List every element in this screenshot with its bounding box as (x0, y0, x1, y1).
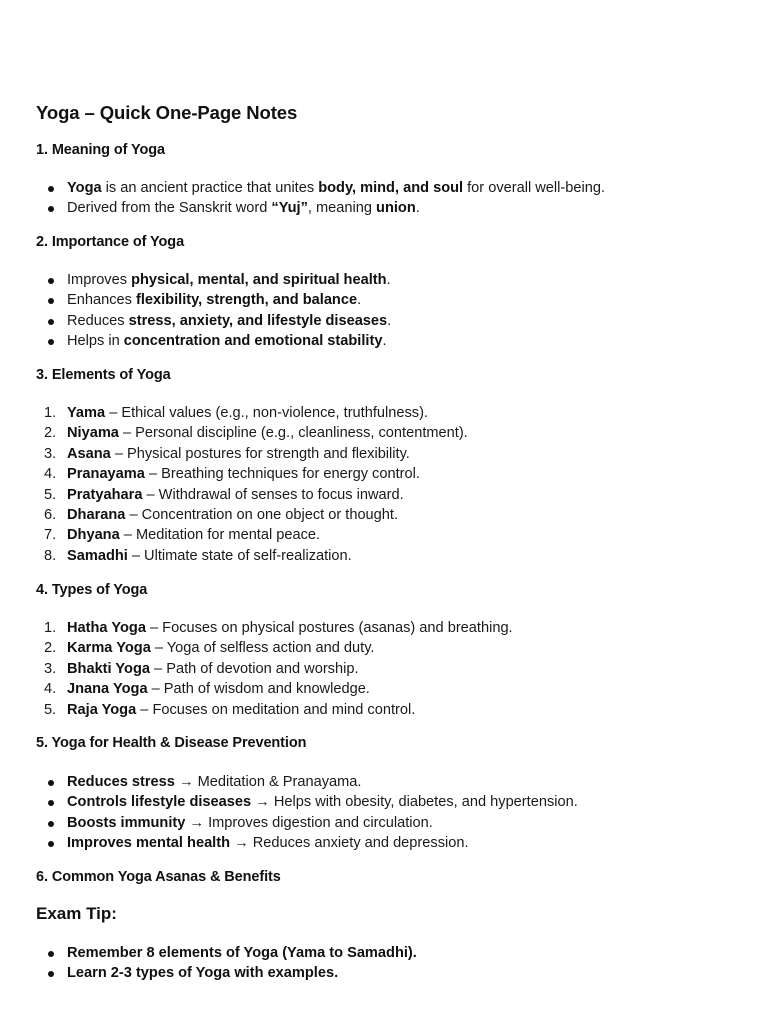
exam-tip-heading: Exam Tip: (36, 904, 117, 923)
section-heading-types: 4. Types of Yoga (36, 582, 148, 598)
importance-list (36, 270, 391, 352)
list-item: 2. Niyama – Personal discipline (e.g., cleanliness, contentment). (44, 425, 468, 442)
elements-list (36, 403, 468, 566)
section-heading-health: 5. Yoga for Health & Disease Prevention (36, 735, 307, 751)
list-item: Reduces stress → Meditation & Pranayama. (36, 772, 578, 792)
section-heading-meaning: 1. Meaning of Yoga (36, 142, 165, 158)
list-item: 3. Bhakti Yoga – Path of devotion and worship. (44, 660, 359, 677)
list-item: Reduces stress, anxiety, and lifestyle diseases. (36, 311, 391, 331)
list-item: Improves mental health → Reduces anxiety and depression. (36, 833, 578, 853)
types-list (36, 618, 513, 720)
list-item: 1. Hatha Yoga – Focuses on physical postures (asanas) and breathing. (44, 620, 513, 636)
list-item: 4. Pranayama – Breathing techniques for energy control. (44, 466, 420, 483)
list-item: 6. Dharana – Concentration on one object or thought. (44, 506, 399, 523)
list-item: Boosts immunity → Improves digestion and circulation. (36, 813, 578, 833)
list-item: 1. Yama – Ethical values (e.g., non-violence, truthfulness). (44, 405, 428, 421)
list-item: 8. Samadhi – Ultimate state of self-realization. (44, 547, 352, 564)
list-item: 5. Raja Yoga – Focuses on meditation and mind control. (44, 701, 416, 718)
list-item: Derived from the Sanskrit word “Yuj”, meaning union. (36, 198, 605, 218)
document-title: Yoga – Quick One-Page Notes (36, 102, 298, 123)
list-item: Improves physical, mental, and spiritual health. (36, 270, 391, 290)
health-list (36, 772, 578, 854)
list-item: Remember 8 elements of Yoga (Yama to Samadhi). (36, 943, 417, 963)
meaning-list (36, 178, 605, 219)
list-item: 5. Pratyahara – Withdrawal of senses to focus inward. (44, 486, 404, 503)
list-item: 3. Asana – Physical postures for strength and flexibility. (44, 445, 410, 462)
exam-tip-list (36, 943, 417, 984)
list-item: Helps in concentration and emotional stability. (36, 331, 391, 351)
list-item: Enhances flexibility, strength, and balance. (36, 290, 391, 310)
section-heading-importance: 2. Importance of Yoga (36, 234, 185, 250)
list-item: 7. Dhyana – Meditation for mental peace. (44, 527, 321, 544)
list-item: Learn 2-3 types of Yoga with examples. (36, 963, 417, 983)
section-heading-asanas: 6. Common Yoga Asanas & Benefits (36, 869, 281, 885)
list-item: Yoga is an ancient practice that unites body, mind, and soul for overall well-being. (36, 178, 605, 198)
list-item: Controls lifestyle diseases → Helps with obesity, diabetes, and hypertension. (36, 792, 578, 812)
list-item: 4. Jnana Yoga – Path of wisdom and knowledge. (44, 681, 370, 698)
list-item: 2. Karma Yoga – Yoga of selfless action and duty. (44, 640, 375, 657)
section-heading-elements: 3. Elements of Yoga (36, 367, 171, 383)
